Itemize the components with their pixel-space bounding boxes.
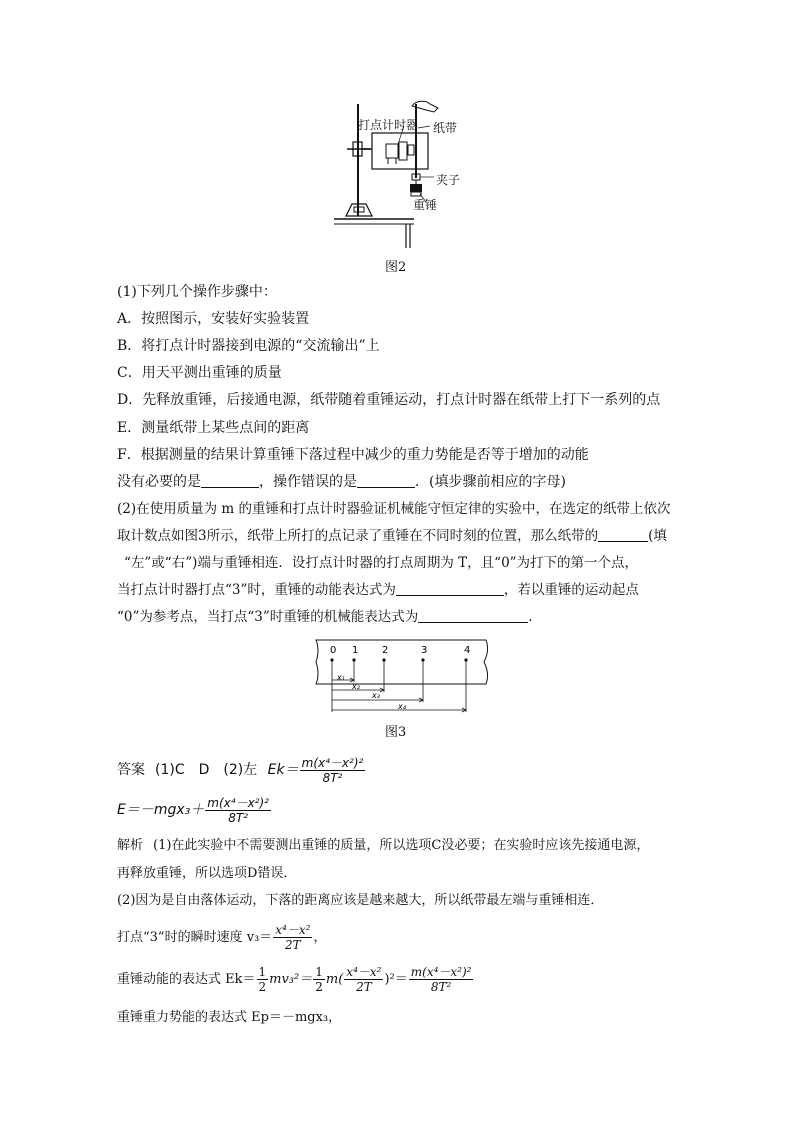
- blank-kinetic[interactable]: [396, 581, 504, 596]
- figure2-caption: 图2: [385, 260, 407, 275]
- blank-mechanical[interactable]: [418, 608, 528, 623]
- tape-diagram: [314, 638, 492, 718]
- q1-prompt-b: ，操作错误的是: [259, 474, 357, 490]
- analysis-line2: 再释放重锤，所以选项D错误．: [117, 866, 297, 881]
- step-d: D．先释放重锤，后接通电源，纸带随着重锤运动，打点计时器在纸带上打下一系列的点: [117, 392, 661, 408]
- tape-point-label: 4: [464, 645, 471, 656]
- q2-line4b: ，若以重锤的运动起点: [503, 582, 639, 598]
- step-a: A．按照图示，安装好实验装置: [117, 311, 310, 327]
- distance-label: x₄: [398, 702, 406, 711]
- step-f: F．根据测量的结果计算重锤下落过程中减少的重力势能是否等于增加的动能: [117, 447, 589, 463]
- tape-point-label: 0: [330, 645, 337, 656]
- label-weight: 重锤: [413, 198, 438, 212]
- q2-line5b: ．: [528, 609, 542, 625]
- analysis-ep: 重锤重力势能的表达式 Ep＝－mgx₃，: [117, 1010, 342, 1025]
- answer-ek-lhs: Ek＝: [267, 762, 299, 778]
- blank-end[interactable]: [598, 527, 648, 542]
- analysis-ek: 重锤动能的表达式 Ek＝ $\frac{1}{2}$ mv₃²＝ $\frac{1}{2}$ m( $\frac{\text{x⁴－x²}}{2T}$ )²＝ $\frac{\text{m(x⁴－x²)²}}{\text{8T²}}$: [117, 965, 472, 994]
- q1-intro: (1)下列几个操作步骤中：: [117, 284, 277, 300]
- answer-line1: [117, 752, 366, 788]
- answer-e-frac: $\frac{\text{m(x⁴－x²)²}}{\text{8T²}}$: [207, 795, 269, 825]
- distance-label: x₂: [352, 682, 360, 691]
- heavy-weight: [410, 184, 422, 192]
- label-clip: 夹子: [436, 173, 461, 187]
- q2-line1: (2)在使用质量为 m 的重锤和打点计时器验证机械能守恒定律的实验中，在选定的纸带上依次: [117, 501, 671, 517]
- answer-label: 答案: [117, 762, 145, 778]
- label-tape: 纸带: [433, 121, 458, 135]
- analysis-line3: (2)因为是自由落体运动，下落的距离应该是越来越大，所以纸带最左端与重锤相连．: [117, 893, 604, 908]
- tape-point-label: 3: [421, 645, 428, 656]
- inner-frac: $\frac{\text{x⁴－x²}}{2T}$: [346, 965, 382, 994]
- q2-line5: [117, 607, 542, 627]
- half-frac-2: $\frac{1}{2}$: [315, 965, 323, 994]
- q1-prompt: [117, 472, 566, 492]
- tape-point-label: 1: [352, 645, 359, 656]
- q2-line3: “左”或“右”)端与重锤相连．设打点计时器的打点周期为 T，且“0”为打下的第一个点，: [124, 555, 639, 571]
- tape-points: [330, 658, 467, 661]
- answer-part1: (1)C D (2)左: [155, 762, 258, 778]
- analysis-label: 解析: [117, 838, 144, 853]
- q1-prompt-c: ．(填步骤前相应的字母): [415, 474, 566, 490]
- step-e: E．测量纸带上某些点间的距离: [117, 420, 310, 436]
- answer-e-lhs: E＝－mgx₃＋: [117, 802, 205, 818]
- q2-line4a: 当打点计时器打点“3”时，重锤的动能表达式为: [117, 582, 396, 598]
- result-frac: $\frac{\text{m(x⁴－x²)²}}{\text{8T²}}$: [410, 965, 472, 994]
- tape-point-label: 2: [382, 645, 389, 656]
- analysis-line1: 解析 (1)在此实验中不需要测出重锤的质量，所以选项C没必要；在实验时应该先接通电源，: [117, 838, 650, 853]
- answer-ek-frac: $\frac{\text{m(x⁴－x²)²}}{\text{8T²}}$: [301, 755, 364, 785]
- analysis-v3: 打点“3”时的瞬时速度 v₃＝ $\frac{\text{x⁴－x²}}{2T}$ ，: [117, 923, 327, 952]
- figure3-caption: 图3: [385, 725, 407, 740]
- step-c: C．用天平测出重锤的质量: [117, 365, 282, 381]
- distance-label: x₃: [372, 691, 380, 700]
- distance-label: x₁: [337, 673, 345, 682]
- label-timer: 打点计时器: [358, 118, 419, 132]
- half-frac: $\frac{1}{2}$: [258, 965, 267, 994]
- blank-unnecessary[interactable]: [201, 473, 259, 488]
- step-b: B．将打点计时器接到电源的“交流输出”上: [117, 338, 380, 354]
- v3-frac: $\frac{\text{x⁴－x²}}{2T}$: [275, 923, 311, 952]
- q1-prompt-a: 没有必要的是: [117, 474, 201, 490]
- q2-line5a: “0”为参考点，当打点“3”时重锤的机械能表达式为: [117, 609, 419, 625]
- q2-line2: [117, 526, 667, 546]
- answer-line2: [117, 792, 272, 828]
- blank-wrong[interactable]: [357, 473, 415, 488]
- q2-line4: [117, 580, 639, 600]
- q2-line2b: (填: [648, 528, 667, 544]
- q2-line2a: 取计数点如图3所示，纸带上所打的点记录了重锤在不同时刻的位置，那么纸带的: [117, 528, 599, 544]
